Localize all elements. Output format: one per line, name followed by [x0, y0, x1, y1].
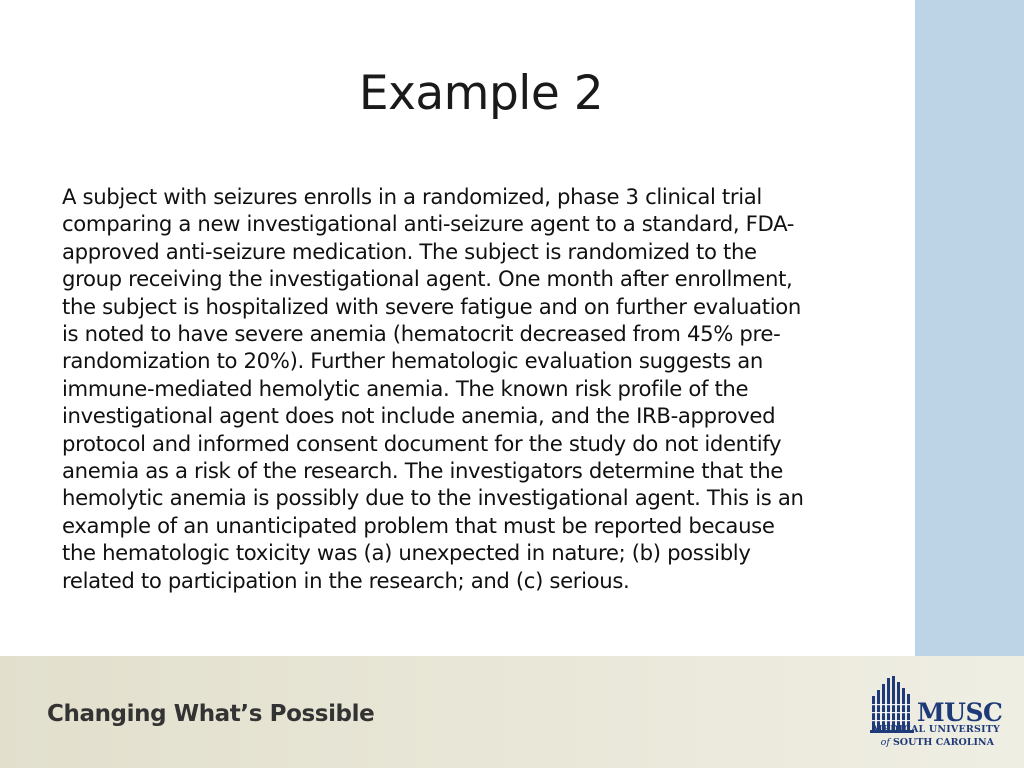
body-line: group receiving the investigational agent. One month after enrollment, [62, 266, 793, 292]
body-line: the hematologic toxicity was (a) unexpected in nature; (b) possibly [62, 540, 751, 566]
logo-subtitle-rest: SOUTH CAROLINA [892, 737, 994, 748]
logo-subtitle-line1: MEDICAL UNIVERSITY [871, 724, 1000, 735]
body-line: investigational agent does not include anemia, and the IRB-approved [62, 403, 776, 429]
body-line: is noted to have severe anemia (hematocrit decreased from 45% pre- [62, 321, 781, 347]
body-line: randomization to 20%). Further hematologic evaluation suggests an [62, 348, 763, 374]
logo-wordmark: MUSC [917, 698, 1003, 727]
musc-logo [870, 674, 1002, 754]
body-line: related to participation in the research; and (c) serious. [62, 567, 630, 593]
logo-subtitle-of: of [880, 737, 890, 748]
body-line: anemia as a risk of the research. The investigators determine that the [62, 458, 783, 484]
body-line: the subject is hospitalized with severe fatigue and on further evaluation [62, 293, 801, 319]
body-line: protocol and informed consent document for the study do not identify [62, 430, 782, 456]
body-line: approved anti-seizure medication. The subject is randomized to the [62, 238, 757, 264]
body-line: immune-mediated hemolytic anemia. The known risk profile of the [62, 375, 749, 401]
footer-tagline: Changing What’s Possible [47, 701, 375, 727]
footer-band [0, 656, 1024, 768]
body-line: A subject with seizures enrolls in a randomized, phase 3 clinical trial [62, 184, 762, 209]
body-line: comparing a new investigational anti-seizure agent to a standard, FDA- [62, 211, 795, 237]
slide-title: Example 2 [358, 66, 604, 121]
body-line: hemolytic anemia is possibly due to the investigational agent. This is an [62, 485, 804, 511]
logo-subtitle-line2 [870, 737, 994, 748]
body-line: example of an unanticipated problem that must be reported because [62, 512, 775, 538]
slide-body-text [62, 183, 902, 594]
